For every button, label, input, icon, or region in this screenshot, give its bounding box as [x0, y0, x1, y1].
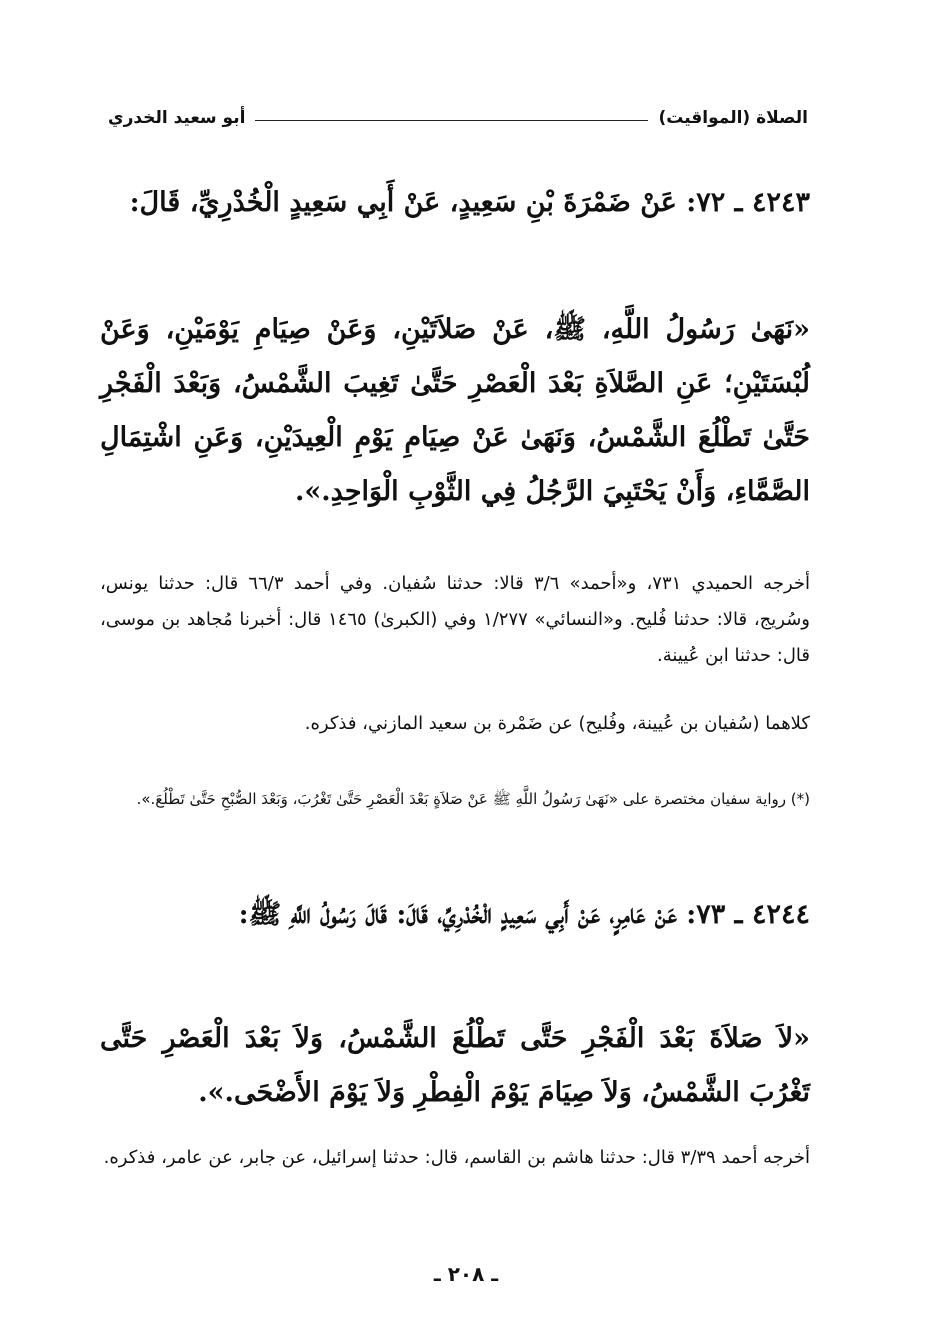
hadith-4244-isnad: ٤٢٤٤ ـ ٧٣: عَنْ عَامِرٍ، عَنْ أَبِي سَعِيدٍ الْخُدْرِيِّ، قَالَ: قَالَ رَسُولُ اللَّهِ ﷺ: [238, 899, 810, 930]
header-rule [255, 120, 648, 121]
hadith-4243-takhrij: أخرجه الحميدي ٧٣١، و«أحمد» ٣/٦ قالا: حدثنا سُفيان. وفي أحمد ٦٦/٣ قال: حدثنا يونس، وسُريج، قالا: حدثنا فُليح. و«النسائي» ١/٢٧٧ وفي (الكبرىٰ) ١٤٦٥ قال: أخبرنا مُجاهد بن موسى، قال: حدثنا ابن عُيينة. [100, 573, 811, 666]
chapter-title: الصلاة (المواقيت) [658, 108, 808, 128]
hadith-4243-matn: «نَهَىٰ رَسُولُ اللَّهِ، ﷺ، عَنْ صَلاَتَيْنِ، وَعَنْ صِيَامِ يَوْمَيْنِ، وَعَنْ لُبْسَتَيْنِ؛ عَنِ الصَّلاَةِ بَعْدَ الْعَصْرِ حَتَّىٰ تَغِيبَ الشَّمْسُ، وَبَعْدَ الْفَجْرِ حَتَّىٰ تَطْلُعَ الشَّمْسُ، وَنَهَىٰ عَنْ صِيَامِ يَوْمِ الْعِيدَيْنِ، وَعَنِ اشْتِمَالِ الصَّمَّاءِ، وَأَنْ يَحْتَبِيَ الرَّجُلُ فِي الثَّوْبِ الْوَاحِدِ.». [100, 314, 810, 507]
narrator-title: أبو سعيد الخدري [108, 108, 246, 128]
hadith-4243-footnote: (*) رواية سفيان مختصرة على «نَهَىٰ رَسُولُ اللَّهِ ﷺ عَنْ صَلاَةٍ بَعْدَ الْعَصْرِ حَتَّىٰ تَغْرُبَ، وَبَعْدَ الصُّبْحِ حَتَّىٰ تَطْلُعَ.». [136, 790, 810, 808]
page-number: ـ ٢٠٨ ـ [433, 1262, 499, 1286]
hadith-4243-isnad: ٤٢٤٣ ـ ٧٢: عَنْ ضَمْرَةَ بْنِ سَعِيدٍ، عَنْ أَبِي سَعِيدٍ الْخُدْرِيِّ، قَالَ: [129, 187, 810, 218]
hadith-4243-summary: كلاهما (سُفيان بن عُيينة، وفُليح) عن ضَمْرة بن سعيد المازني، فذكره. [304, 713, 810, 734]
hadith-4244-takhrij: أخرجه أحمد ٣/٣٩ قال: حدثنا هاشم بن القاسم، قال: حدثنا إسرائيل، عن جابر، عن عامر، فذكره. [103, 1147, 810, 1168]
hadith-4244-matn: «لاَ صَلاَةَ بَعْدَ الْفَجْرِ حَتَّى تَطْلُعَ الشَّمْسُ، وَلاَ بَعْدَ الْعَصْرِ حَتَّى تَغْرُبَ الشَّمْسُ، وَلاَ صِيَامَ يَوْمَ الْفِطْرِ وَلاَ يَوْمَ الأَضْحَى.». [100, 1023, 810, 1108]
running-header [108, 100, 808, 136]
